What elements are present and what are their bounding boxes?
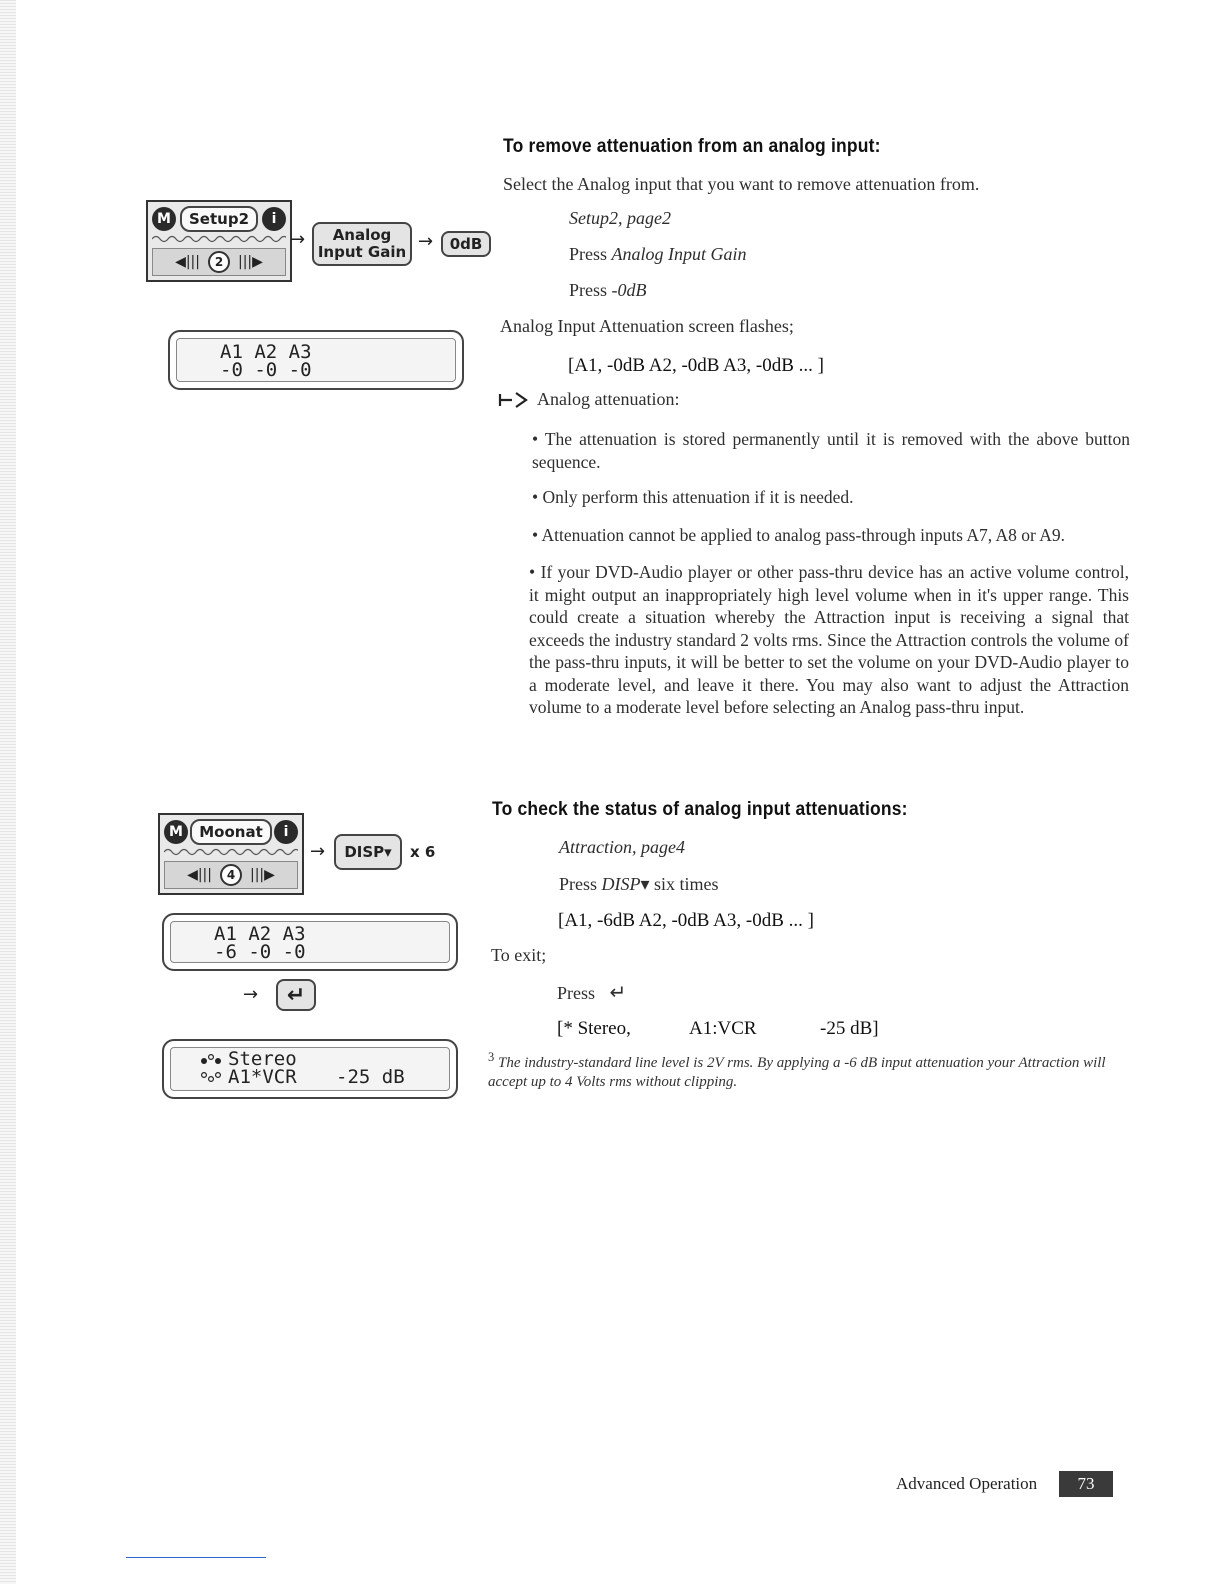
remote-menu-moonat (158, 813, 304, 895)
section2-result: [A1, -6dB A2, -0dB A3, -0dB ... ] (558, 910, 814, 931)
press-label: Press (569, 280, 612, 300)
page-left-arrow-icon[interactable]: ◀||| (187, 867, 212, 883)
m-button-icon[interactable]: M (164, 820, 188, 844)
section2-step2 (559, 874, 719, 895)
stereo-result-b: A1:VCR (689, 1018, 757, 1039)
surround-dots-icon (200, 1053, 222, 1085)
lcd-line2: -6 -0 -0 (214, 941, 306, 963)
return-button[interactable]: ↵ (276, 979, 316, 1011)
step1-text: Setup2, page2 (569, 208, 671, 228)
bullet-1: • The attenuation is stored permanently until it is removed with the above button sequence. (532, 429, 1130, 472)
return-icon: ↵ (609, 980, 627, 1004)
m-button-icon[interactable]: M (152, 207, 176, 231)
bullet-4: • If your DVD-Audio player or other pass-thru device has an active volume control, it might output an inappropriately high level volume when in it's upper range. This could create a situation whereby the Attraction input is receiving a signal that exceeds the industry standard 2 volts rms. Since the Attraction controls the volume of the pass-thru inputs, it will be better to set the volume on your DVD-Audio player to a moderate level, and leave it there. You may also want to adjust the Attraction volume to a moderate level before selecting an Analog pass-thru input. (529, 562, 1129, 717)
stereo-result-c: -25 dB] (820, 1018, 879, 1039)
step1-text: Attraction, page4 (559, 837, 685, 857)
page-right-arrow-icon[interactable]: |||▶ (238, 254, 263, 270)
note-hand-icon (498, 390, 530, 410)
analog-input-gain-button[interactable] (312, 222, 412, 266)
lcd-screen-1 (168, 330, 464, 390)
menu-label: Moonat (190, 819, 272, 845)
footnote (488, 1048, 1128, 1092)
section1-intro: Select the Analog input that you want to remove attenuation from. (503, 174, 980, 194)
step2-suffix: six times (649, 874, 719, 894)
lcd-screen-2 (162, 913, 458, 971)
analog-btn-line2: Input Gain (317, 243, 407, 261)
analog-btn-line1: Analog (332, 226, 392, 244)
disp-button[interactable]: DISP▾ (334, 834, 402, 870)
lcd3-line1: Stereo (228, 1048, 297, 1070)
bullet-text: If your DVD-Audio player or other pass-thru device has an active volume control, it might output an inappropriately high level volume when in it's upper range. This could create a situation whereby the Attraction input is receiving a signal that exceeds the industry standard 2 volts rms. Since the Attraction controls the volume of the pass-thru inputs, it will be better to set the volume on your DVD-Audio player to a moderate level, and leave it there. You may also want to adjust the Attraction volume to a moderate level before selecting an Analog pass-thru input. (529, 562, 1129, 717)
stereo-result-a: [* Stereo, (557, 1018, 631, 1039)
lcd-line2: -0 -0 -0 (220, 359, 312, 381)
bullet-3: • Attenuation cannot be applied to analog pass-through inputs A7, A8 or A9. (532, 525, 1066, 545)
step2-italic: DISP▾ (601, 874, 650, 894)
menu-label: Setup2 (180, 206, 258, 232)
bullet-text: Attenuation cannot be applied to analog pass-through inputs A7, A8 or A9. (541, 525, 1066, 545)
page-number: 4 (220, 864, 242, 886)
arrow-icon: → (310, 841, 326, 862)
section2-step1 (559, 837, 685, 858)
lcd-screen-3 (162, 1039, 458, 1099)
page-right-arrow-icon[interactable]: |||▶ (250, 867, 275, 883)
press-label: Press (569, 244, 612, 264)
times-label: x 6 (410, 843, 436, 861)
note-title: Analog attenuation: (537, 389, 680, 409)
bullet-text: The attenuation is stored permanently until it is removed with the above button sequence. (532, 429, 1130, 472)
remote-menu-setup2 (146, 200, 292, 282)
section2-heading: To check the status of analog input attenuations: (492, 799, 908, 820)
step2-italic: Analog Input Gain (611, 244, 747, 264)
footnote-mark: 3 (488, 1050, 495, 1064)
lcd3-db: -25 dB (336, 1066, 405, 1088)
section1-step1 (569, 208, 671, 229)
page-number: 2 (208, 251, 230, 273)
bottom-rule (126, 1557, 266, 1558)
footnote-text: The industry-standard line level is 2V rms. By applying a -6 dB input attenuation your Attraction will accept up to 4 Volts rms without clipping. (488, 1055, 1106, 1090)
info-button-icon[interactable]: i (274, 820, 298, 844)
info-button-icon[interactable]: i (262, 207, 286, 231)
lcd-line1: A1 A2 A3 (214, 923, 306, 945)
section1-result: [A1, -0dB A2, -0dB A3, -0dB ... ] (568, 355, 824, 376)
scan-edge (0, 0, 16, 1584)
section1-step3 (569, 280, 647, 301)
arrow-icon: → (290, 229, 306, 250)
section1-heading: To remove attenuation from an analog input: (503, 136, 881, 157)
page-number-box: 73 (1059, 1471, 1113, 1497)
arrow-icon: → (243, 984, 259, 1005)
0db-button[interactable]: 0dB (441, 231, 491, 257)
arrow-icon: → (418, 231, 434, 252)
section1-flash: Analog Input Attenuation screen flashes; (500, 316, 794, 336)
section1-step2 (569, 244, 747, 265)
step3-italic: -0dB (611, 280, 647, 300)
wave-decoration-icon (164, 847, 298, 857)
press-label: Press (559, 874, 602, 894)
lcd3-line2: A1*VCR (228, 1066, 297, 1088)
press-return (557, 980, 626, 1004)
exit-label: To exit; (491, 945, 547, 965)
bullet-2: • Only perform this attenuation if it is needed. (532, 487, 854, 507)
page-left-arrow-icon[interactable]: ◀||| (175, 254, 200, 270)
lcd-line1: A1 A2 A3 (220, 341, 312, 363)
press-label: Press (557, 983, 596, 1003)
footer-label: Advanced Operation (896, 1474, 1038, 1493)
bullet-text: Only perform this attenuation if it is needed. (542, 487, 854, 507)
wave-decoration-icon (152, 234, 286, 244)
